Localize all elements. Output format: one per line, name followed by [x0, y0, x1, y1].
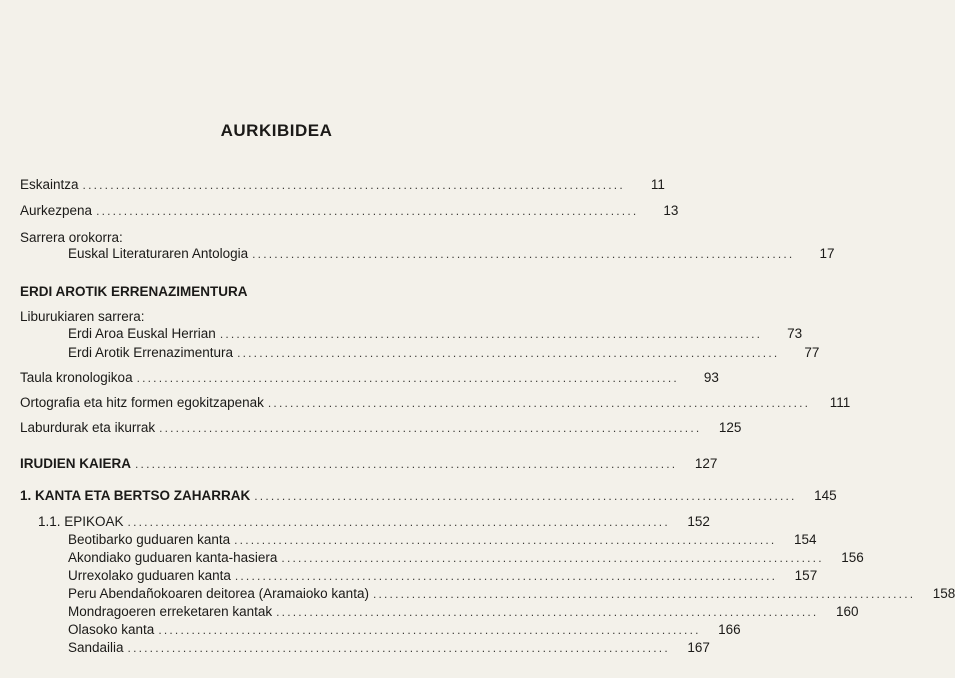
- toc-heading: Sarrera orokorra:: [20, 230, 123, 245]
- leader-dots: ..................................................................................................: [234, 569, 778, 583]
- toc-entry-label: Beotibarko guduaren kanta: [68, 532, 231, 547]
- toc-entry-label: IRUDIEN KAIERA: [20, 456, 132, 471]
- toc-entry-label: Erdi Arotik Errenazimentura: [68, 345, 234, 360]
- page-title: AURKIBIDEA: [220, 121, 333, 140]
- toc-entry-label: 1.1. EPIKOAK: [38, 514, 124, 529]
- toc-entry: [20, 456, 718, 476]
- toc-entry-page: 145: [814, 488, 837, 503]
- toc-entry-label: Eskaintza: [20, 177, 79, 192]
- toc-entry-page: 152: [687, 514, 710, 529]
- leader-dots: ..................................................................................................: [127, 641, 670, 655]
- toc-entry: [20, 420, 742, 440]
- leader-dots: ..................................................................................................: [219, 327, 763, 341]
- toc-entry-page: 156: [841, 550, 864, 565]
- leader-dots: ..................................................................................................: [82, 178, 625, 192]
- toc-entry-page: 77: [804, 345, 820, 360]
- toc-heading: Liburukiaren sarrera:: [20, 309, 145, 324]
- leader-dots: ..................................................................................................: [158, 623, 701, 637]
- toc-entry-label: Sandailia: [68, 640, 124, 655]
- toc-entry-page: 127: [694, 456, 718, 471]
- leader-dots: ..................................................................................................: [96, 204, 639, 218]
- leader-dots: ..................................................................................................: [234, 533, 777, 547]
- toc-entry-page: 17: [819, 246, 835, 261]
- toc-entry-label: Erdi Aroa Euskal Herrian: [68, 326, 216, 341]
- toc-entry: [68, 604, 859, 624]
- toc-entry-label: Olasoko kanta: [68, 622, 155, 637]
- leader-dots: ..................................................................................................: [276, 605, 819, 619]
- section-heading: ERDI AROTIK ERRENAZIMENTURA: [20, 284, 248, 299]
- leader-dots: ..................................................................................................: [159, 421, 702, 435]
- leader-dots: ..................................................................................................: [237, 346, 780, 360]
- toc-entry-label: Peru Abendañokoaren deitorea (Aramaioko kanta): [68, 586, 369, 601]
- toc-entry-label: 1. KANTA ETA BERTSO ZAHARRAK: [20, 488, 251, 503]
- toc-entry: [68, 568, 818, 588]
- toc-entry-label: Mondragoeren erreketaren kantak: [68, 604, 273, 619]
- toc-entry: [68, 345, 820, 365]
- leader-dots: ..................................................................................................: [254, 489, 797, 503]
- leader-dots: ..................................................................................................: [281, 551, 824, 565]
- toc-entry: [20, 395, 851, 415]
- toc-entry: [68, 622, 741, 642]
- toc-entry-label: Ortografia eta hitz formen egokitzapenak: [20, 395, 264, 410]
- toc-entry-page: 125: [718, 420, 742, 435]
- toc-entry: [20, 177, 665, 197]
- toc-entry-page: 160: [835, 604, 859, 619]
- leader-dots: ..................................................................................................: [136, 371, 679, 385]
- toc-entry-page: 166: [718, 622, 741, 637]
- toc-entry-label: Laburdurak eta ikurrak: [20, 420, 156, 435]
- toc-entry-page: 158: [932, 586, 955, 601]
- toc-entry-page: 167: [687, 640, 710, 655]
- toc-entry-label: Akondiako guduaren kanta-hasiera: [68, 550, 278, 565]
- leader-dots: ..................................................................................................: [127, 515, 670, 529]
- toc-entry-page: 13: [663, 203, 679, 218]
- toc-entry-label: Aurkezpena: [20, 203, 93, 218]
- toc-entry: [20, 203, 679, 223]
- toc-entry: [20, 488, 837, 508]
- toc-entry: [68, 550, 864, 570]
- toc-entry-label: Taula kronologikoa: [20, 370, 133, 385]
- leader-dots: ..................................................................................................: [252, 247, 795, 261]
- toc-entry-page: 11: [650, 177, 665, 192]
- leader-dots: ..................................................................................................: [372, 587, 916, 601]
- toc-entry-page: 73: [787, 326, 803, 341]
- toc-entry-label: Euskal Literaturaren Antologia: [68, 246, 249, 261]
- toc-entry: [68, 532, 817, 552]
- toc-entry: [68, 246, 835, 266]
- toc-entry-page: 154: [793, 532, 817, 547]
- leader-dots: ..................................................................................................: [135, 457, 678, 471]
- toc-entry: [68, 326, 803, 346]
- toc-entry-label: Urrexolako guduaren kanta: [68, 568, 231, 583]
- toc-entry: [68, 586, 955, 606]
- toc-entry-page: 93: [703, 370, 719, 385]
- toc-entry-page: 111: [829, 395, 851, 410]
- toc-entry: [20, 370, 719, 390]
- leader-dots: ..................................................................................................: [267, 396, 811, 410]
- toc-entry: [38, 514, 710, 534]
- toc-entry: [68, 640, 710, 660]
- toc-entry-page: 157: [794, 568, 818, 583]
